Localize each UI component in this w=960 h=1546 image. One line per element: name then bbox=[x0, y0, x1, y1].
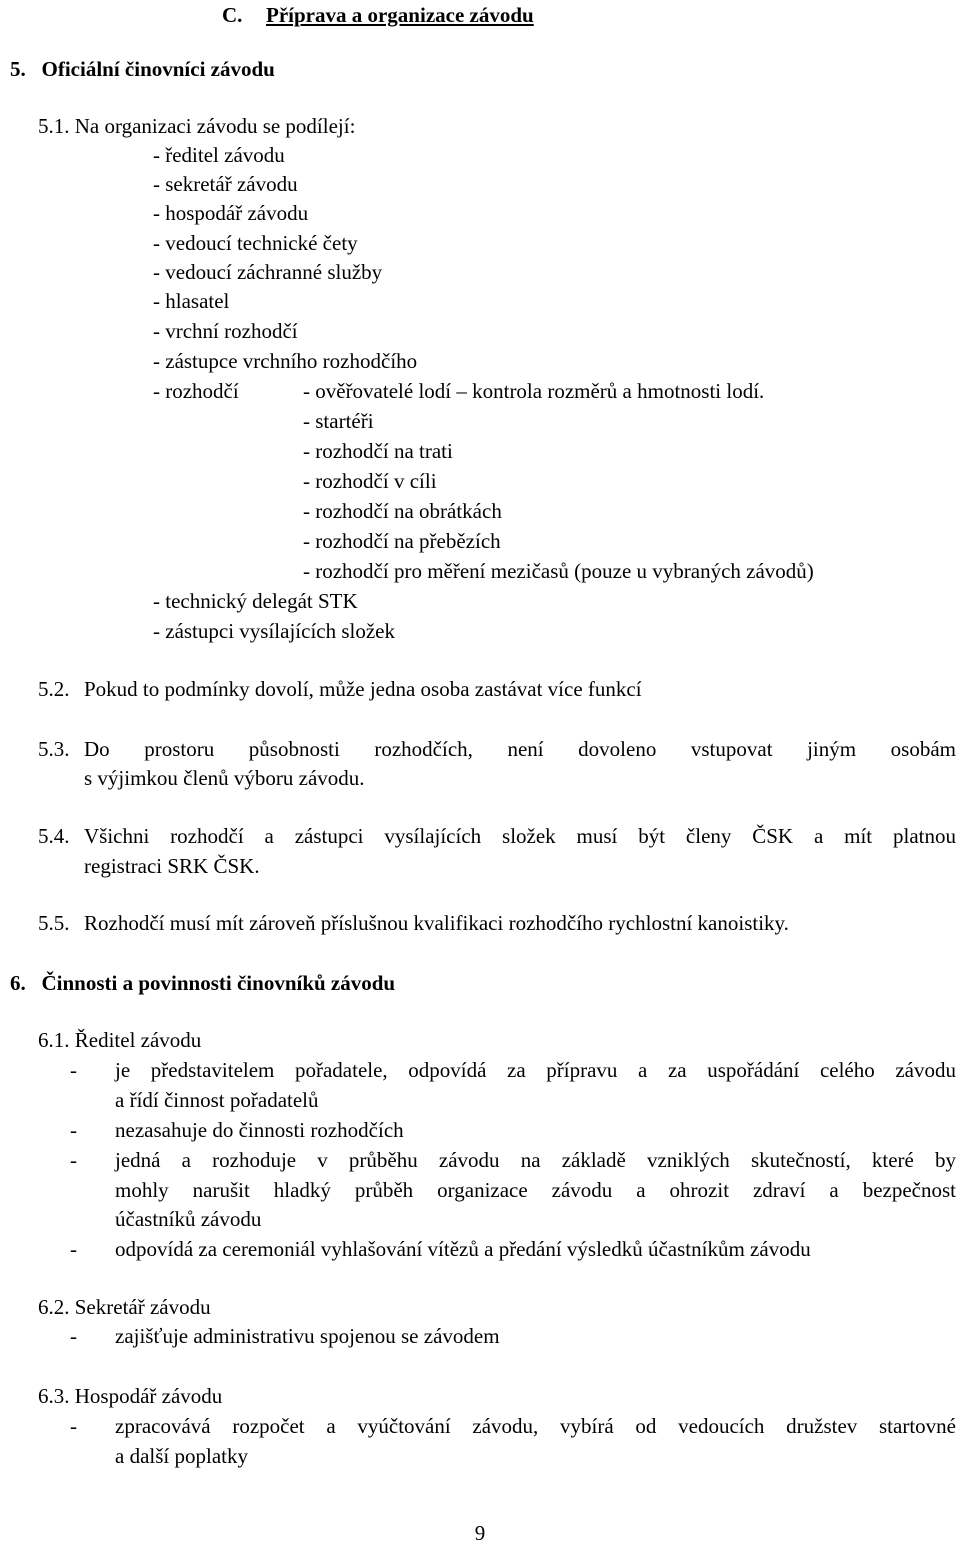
list-item: - sekretář závodu bbox=[153, 172, 298, 196]
list-item: - vedoucí záchranné služby bbox=[153, 260, 383, 284]
list-item: - technický delegát STK bbox=[153, 589, 358, 613]
duty-text: jedná a rozhoduje v průběhu závodu na základě vzniklých skutečností, které by bbox=[115, 1148, 956, 1172]
list-item: - vedoucí technické čety bbox=[153, 231, 358, 255]
judges-item: - ověřovatelé lodí – kontrola rozměrů a hmotnosti lodí. bbox=[303, 379, 765, 403]
judges-item: - rozhodčí na obrátkách bbox=[303, 499, 502, 523]
duty-text: nezasahuje do činnosti rozhodčích bbox=[115, 1118, 404, 1142]
judges-label: - rozhodčí bbox=[153, 379, 239, 403]
list-item: - ředitel závodu bbox=[153, 143, 285, 167]
list-item: - vrchní rozhodčí bbox=[153, 319, 298, 343]
bullet-dash: - bbox=[70, 1324, 77, 1348]
clause-6-2-label: 6.2. Sekretář závodu bbox=[38, 1295, 211, 1319]
clause-5-3-text-cont: s výjimkou členů výboru závodu. bbox=[84, 766, 365, 790]
judges-item: - rozhodčí na trati bbox=[303, 439, 453, 463]
duty-text-cont: účastníků závodu bbox=[115, 1207, 262, 1231]
clause-5-4-number: 5.4. bbox=[38, 824, 70, 848]
list-item: - hospodář závodu bbox=[153, 201, 309, 225]
judges-item: - startéři bbox=[303, 409, 374, 433]
judges-item: - rozhodčí v cíli bbox=[303, 469, 437, 493]
duty-text: odpovídá za ceremoniál vyhlašování vítězů a předání výsledků účastníkům závodu bbox=[115, 1237, 811, 1261]
section-5-title: 5. Oficiální činovníci závodu bbox=[10, 57, 275, 81]
clause-5-3-number: 5.3. bbox=[38, 737, 70, 761]
duty-text: je představitelem pořadatele, odpovídá za přípravu a za uspořádání celého závodu bbox=[115, 1058, 956, 1082]
clause-6-3-label: 6.3. Hospodář závodu bbox=[38, 1384, 223, 1408]
bullet-dash: - bbox=[70, 1414, 77, 1438]
duty-text-cont: a řídí činnost pořadatelů bbox=[115, 1088, 319, 1112]
page-number: 9 bbox=[474, 1521, 486, 1545]
duty-text: zpracovává rozpočet a vyúčtování závodu, vybírá od vedoucích družstev startovné bbox=[115, 1414, 956, 1438]
bullet-dash: - bbox=[70, 1237, 77, 1261]
section-letter: C. bbox=[222, 3, 243, 27]
list-item: - hlasatel bbox=[153, 289, 230, 313]
section-6-title: 6. Činnosti a povinnosti činovníků závodu bbox=[10, 971, 396, 995]
clause-5-5-text: Rozhodčí musí mít zároveň příslušnou kvalifikaci rozhodčího rychlostní kanoistiky. bbox=[84, 911, 789, 935]
list-item: - zástupce vrchního rozhodčího bbox=[153, 349, 418, 373]
clause-5-2-number: 5.2. bbox=[38, 677, 70, 701]
bullet-dash: - bbox=[70, 1148, 77, 1172]
clause-5-2-text: Pokud to podmínky dovolí, může jedna osoba zastávat více funkcí bbox=[84, 677, 642, 701]
clause-5-4-text: Všichni rozhodčí a zástupci vysílajících složek musí být členy ČSK a mít platnou bbox=[84, 824, 956, 848]
list-item: - zástupci vysílajících složek bbox=[153, 619, 396, 643]
bullet-dash: - bbox=[70, 1118, 77, 1142]
duty-text-cont: a další poplatky bbox=[115, 1444, 248, 1468]
judges-item: - rozhodčí na přebězích bbox=[303, 529, 501, 553]
duty-text-cont: mohly narušit hladký průběh organizace závodu a ohrozit zdraví a bezpečnost bbox=[115, 1178, 956, 1202]
duty-text: zajišťuje administrativu spojenou se závodem bbox=[115, 1324, 500, 1348]
clause-5-3-text: Do prostoru působnosti rozhodčích, není dovoleno vstupovat jiným osobám bbox=[84, 737, 956, 761]
chapter-title: Příprava a organizace závodu bbox=[266, 3, 534, 27]
clause-5-1-label: 5.1. Na organizaci závodu se podílejí: bbox=[38, 114, 356, 138]
clause-5-4-text-cont: registraci SRK ČSK. bbox=[84, 854, 260, 878]
clause-6-1-label: 6.1. Ředitel závodu bbox=[38, 1028, 202, 1052]
judges-item: - rozhodčí pro měření mezičasů (pouze u vybraných závodů) bbox=[303, 559, 814, 583]
bullet-dash: - bbox=[70, 1058, 77, 1082]
clause-5-5-number: 5.5. bbox=[38, 911, 70, 935]
